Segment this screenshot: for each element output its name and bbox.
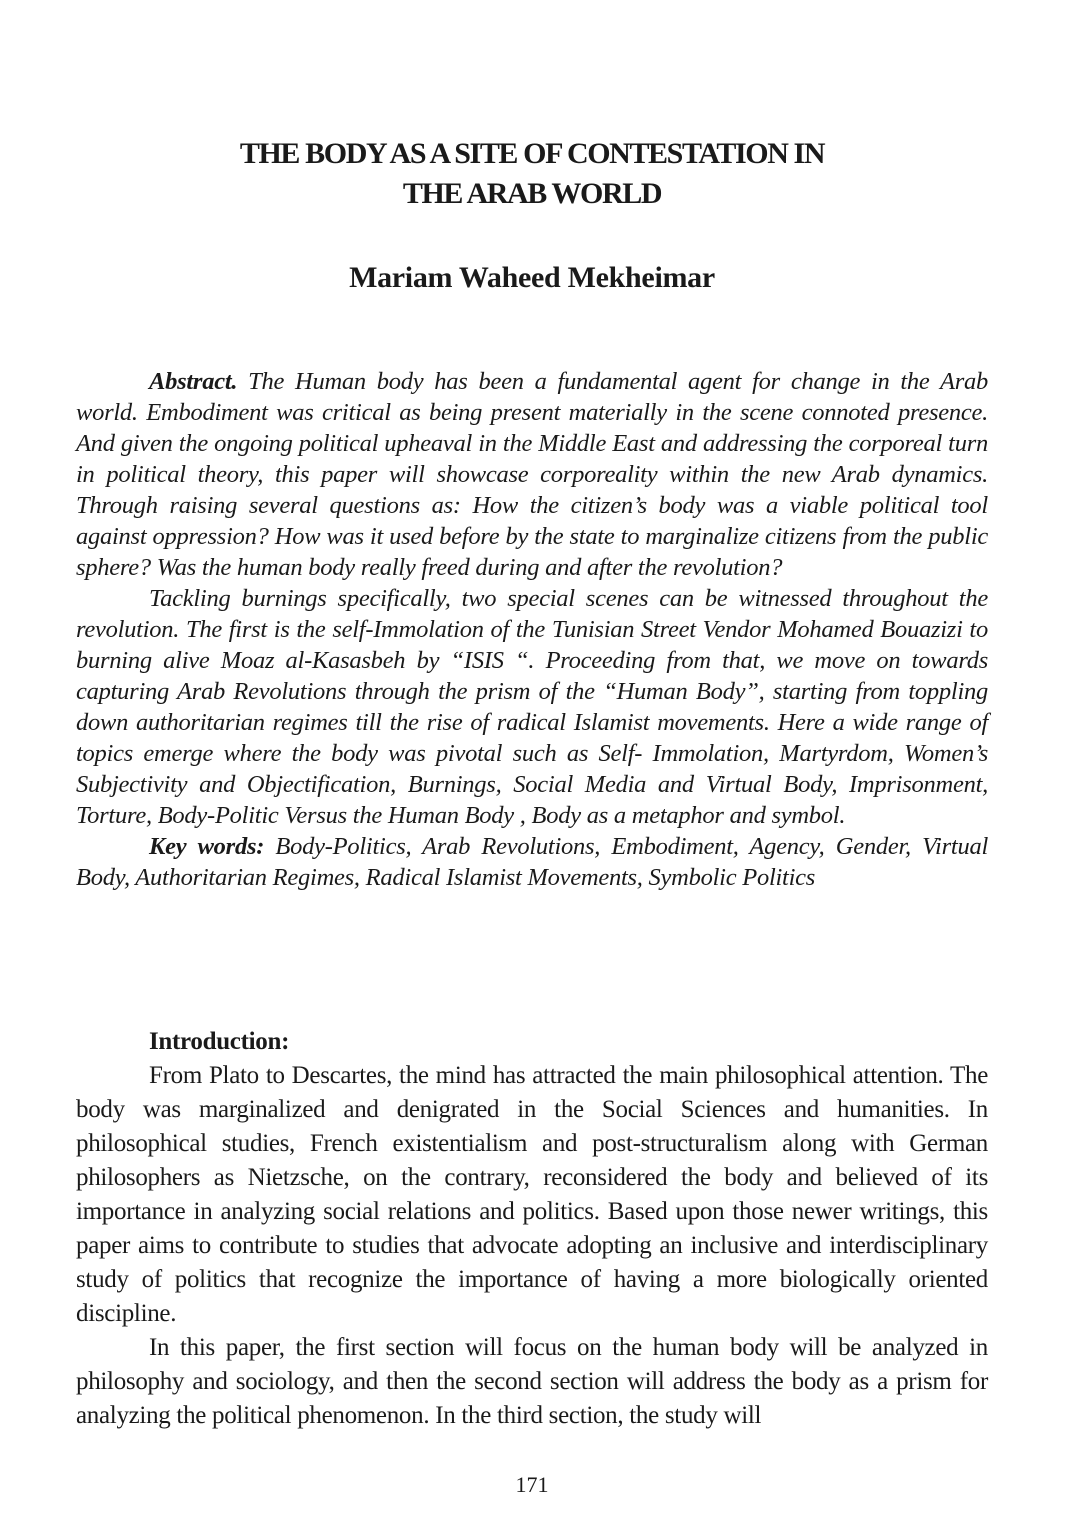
abstract-section bbox=[76, 366, 988, 893]
introduction-heading: Introduction: bbox=[149, 1028, 290, 1055]
introduction-paragraph-2: In this paper, the first section will focus on the human body will be analyzed in philosophy and sociology, and then the second section will address the body as a prism for analyzing the political phenomenon. In the third section, the study will bbox=[76, 1334, 988, 1429]
paper-page bbox=[76, 0, 988, 1530]
abstract-label: Abstract. bbox=[149, 368, 238, 395]
abstract-paragraph-2: Tackling burnings specifically, two special scenes can be witnessed throughout the revolution. The first is the self-Immolation of the Tunisian Street Vendor Mohamed Bouazizi to burning alive Moaz al-Kasasbeh by “ISIS “. Proceeding from that, we move on towards capturing Arab Revolutions through the prism of the “Human Body”, starting from toppling down authoritarian regimes till the rise of radical Islamist movements. Here a wide range of topics emerge where the body was pivotal such as Self- Immolation, Martyrdom, Women’s Subjectivity and Objectification, Burnings, Social Media and Virtual Body, Imprisonment, Torture, Body-Politic Versus the Human Body , Body as a metaphor and symbol. bbox=[76, 585, 988, 829]
abstract-text-1: The Human body has been a fundamental agent for change in the Arab world. Embodiment was critical as being present materially in the scene connoted presence. And given the ongoing political upheaval in the Middle East and addressing the corporeal turn in political theory, this paper will showcase corporeality within the new Arab dynamics. Through raising several questions as: How the citizen’s body was a viable political tool against oppression? How was it used before by the state to marginalize citizens from the public sphere? Was the human body really freed during and after the revolution? bbox=[76, 368, 988, 581]
keywords-paragraph bbox=[76, 831, 988, 893]
author-name: Mariam Waheed Mekheimar bbox=[349, 261, 715, 294]
keywords-label: Key words: bbox=[149, 833, 265, 860]
title-line-2: THE ARAB WORLD bbox=[402, 177, 662, 210]
title-line-1: THE BODY AS A SITE OF CONTESTATION IN bbox=[239, 137, 825, 170]
introduction-section bbox=[76, 1025, 988, 1433]
abstract-paragraph-1 bbox=[76, 366, 988, 583]
introduction-paragraph-1: From Plato to Descartes, the mind has attracted the main philosophical attention. The body was marginalized and denigrated in the Social Sciences and humanities. In philosophical studies, French existentialism and post-structuralism along with German philosophers as Nietzsche, on the contrary, reconsidered the body and believed of its importance in analyzing social relations and politics. Based upon those newer writings, this paper aims to contribute to studies that advocate adopting an inclusive and interdisciplinary study of politics that recognize the importance of having a more biologically oriented discipline. bbox=[76, 1062, 988, 1327]
page-number: 171 bbox=[515, 1472, 549, 1497]
paper-title bbox=[76, 134, 988, 214]
keywords-text: Body-Politics, Arab Revolutions, Embodiment, Agency, Gender, Virtual Body, Authoritarian Regimes, Radical Islamist Movements, Symbolic Politics bbox=[76, 833, 988, 891]
